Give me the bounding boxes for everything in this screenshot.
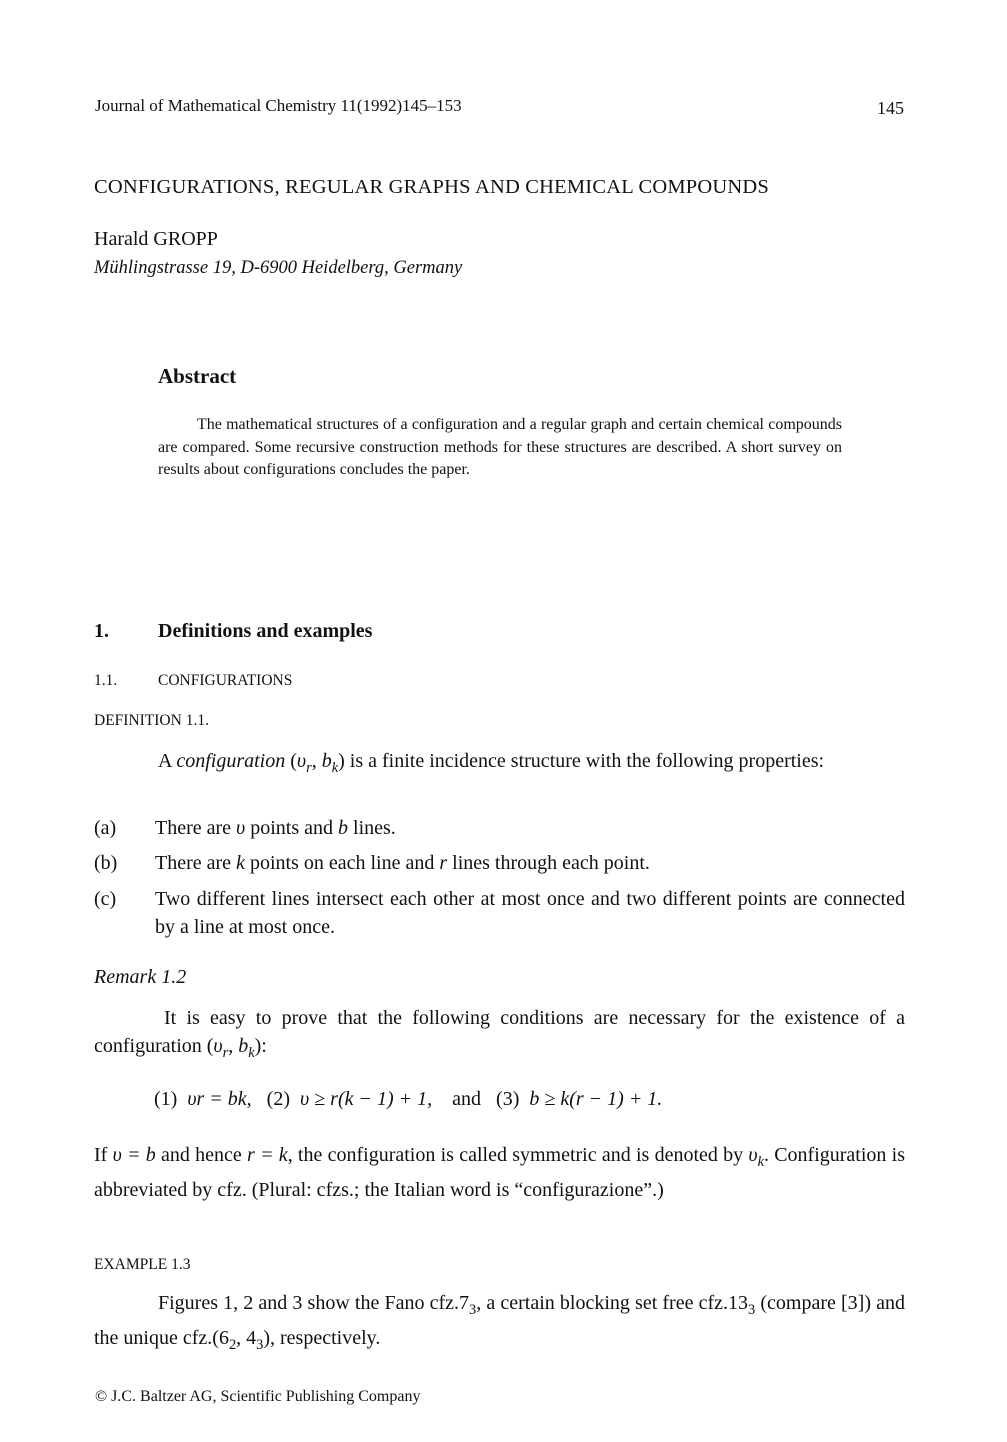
remark-paragraph: It is easy to prove that the following conditions are necessary for the existence of a configuration ($\upsilon_r$, $b_k$): (94, 1007, 905, 1061)
item-text-a: There are υ points and b lines. (155, 817, 396, 839)
item-label-a: (a) (94, 817, 117, 839)
example-paragraph: Figures 1, 2 and 3 show the Fano $cfz.7_3$, a certain blocking set free $cfz.13_3$ (compare [3]) and the unique $cfz.(6_2$, $4_3$), respectively. (94, 1292, 906, 1353)
subsection-title: CONFIGURATIONS (158, 672, 293, 689)
author-name: Harald GROPP (94, 228, 218, 250)
paper-title: CONFIGURATIONS, REGULAR GRAPHS AND CHEMICAL COMPOUNDS (94, 176, 770, 198)
term-configuration: configuration (176, 750, 286, 772)
section-number: 1. (94, 620, 109, 642)
remark-label: Remark 1.2 (94, 966, 187, 988)
section-title: Definitions and examples (158, 620, 373, 642)
subsection-number: 1.1. (94, 672, 118, 689)
running-head: Journal of Mathematical Chemistry 11(1992)145–153 (95, 96, 462, 115)
author-address: Mühlingstrasse 19, D-6900 Heidelberg, Germany (94, 258, 463, 278)
item-label-b: (b) (94, 852, 118, 874)
definition-paragraph: A configuration ($\upsilon_r$, $b_k$) is a finite incidence structure with the following properties: (158, 750, 825, 776)
page-number: 145 (877, 98, 904, 118)
item-text-c: Two different lines intersect each other at most once and two different points are connected by a line at most once. (155, 888, 905, 938)
item-text-b: There are k points on each line and r lines through each point. (155, 852, 650, 874)
abstract-text: The mathematical structures of a configuration and a regular graph and certain chemical compounds are compared. Some recursive construction methods for these structures are described. A short survey on results about configurations concludes the paper. (158, 416, 842, 478)
copyright-footer: © J.C. Baltzer AG, Scientific Publishing Company (95, 1388, 421, 1405)
symmetric-paragraph: If υ = b and hence r = k, the configuration is called symmetric and is denoted by $\upsilon_k$. Configuration is abbreviated by cfz. (Plural: cfzs.; the Italian word is “configurazione”.) (94, 1144, 906, 1201)
abstract-heading: Abstract (158, 364, 237, 388)
example-label: EXAMPLE 1.3 (94, 1256, 191, 1273)
necessary-conditions: (1) υr = bk, (2) υ ≥ r(k − 1) + 1, and (3) b ≥ k(r − 1) + 1. (154, 1088, 663, 1110)
item-label-c: (c) (94, 888, 117, 910)
definition-label: DEFINITION 1.1. (94, 712, 209, 729)
